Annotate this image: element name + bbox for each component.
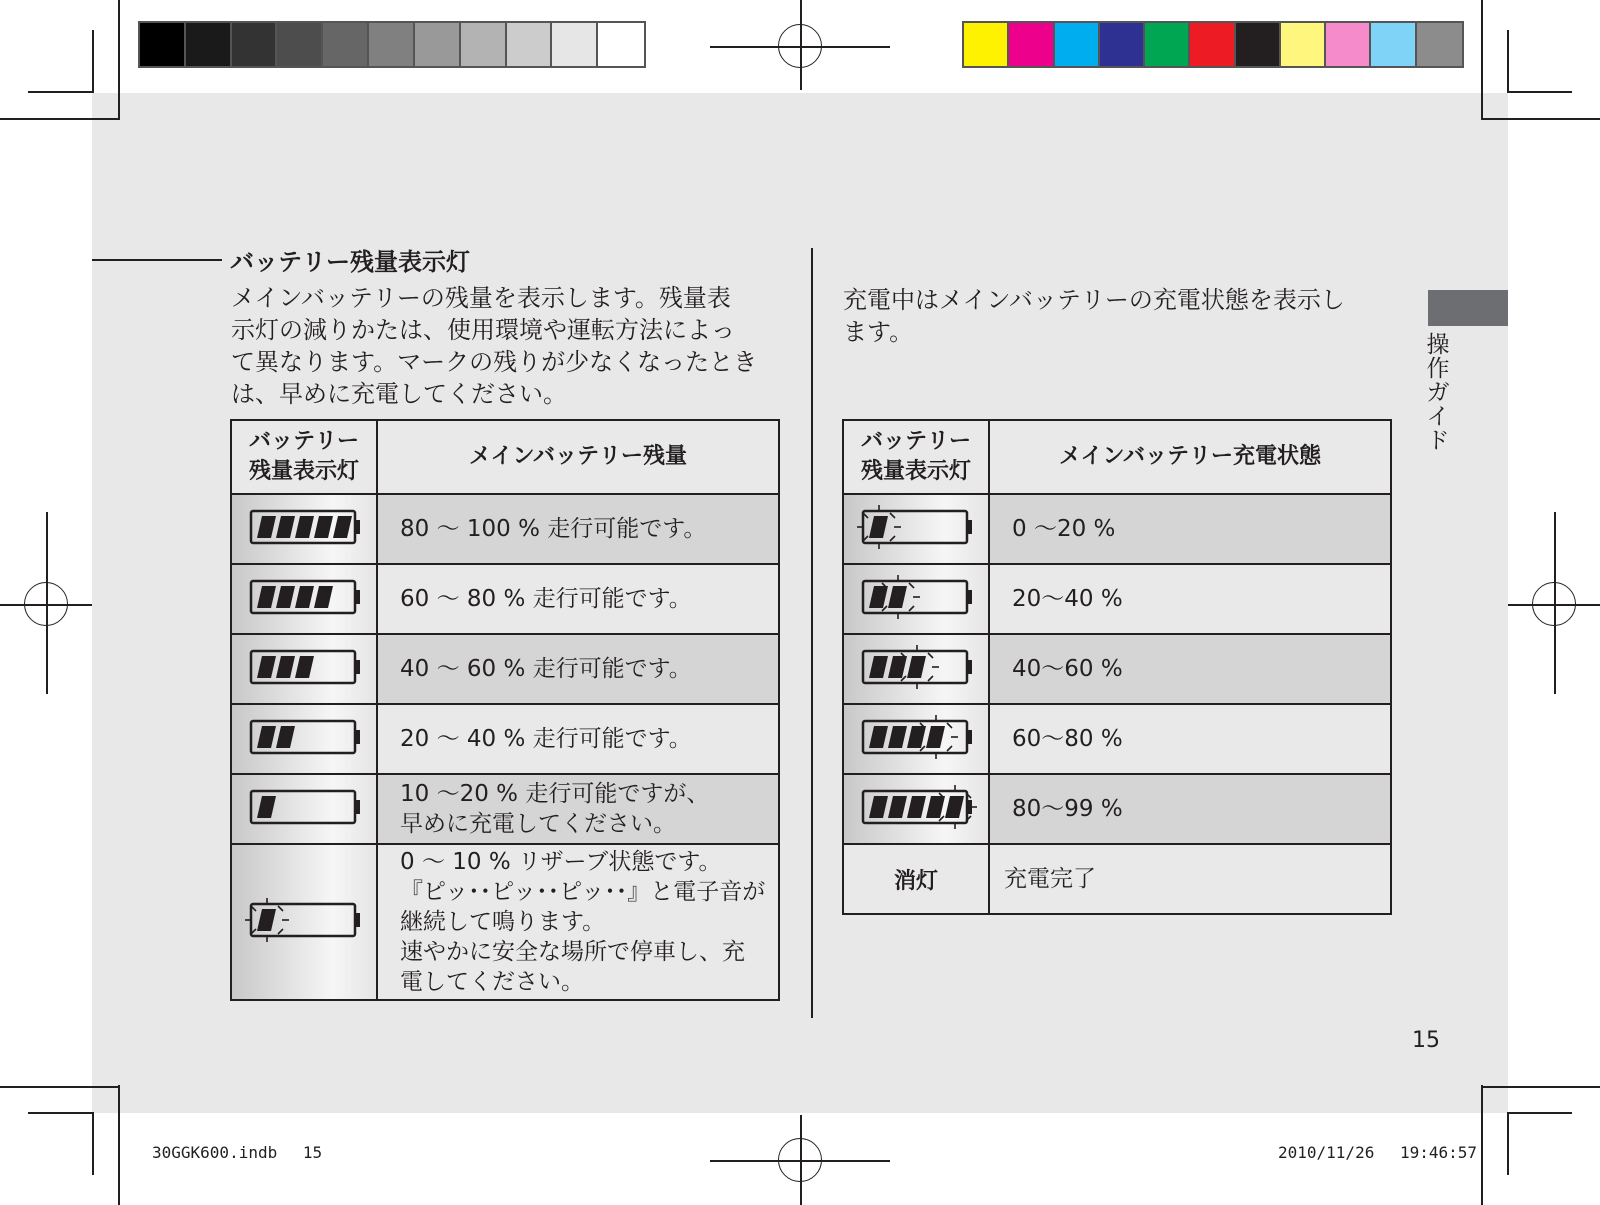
state-line: 電してください。 <box>400 969 584 995</box>
battery-segment <box>257 516 276 538</box>
section-tab <box>1428 290 1508 326</box>
battery-segment <box>945 796 964 818</box>
color-swatch <box>1190 23 1235 66</box>
indicator-cell <box>843 494 989 564</box>
state-cell: 0 ～20 % <box>989 494 1391 564</box>
process-color-bar <box>962 21 1464 68</box>
intro-paragraph: メインバッテリーの残量を表示します。残量表 示灯の減りかたは、使用環境や運転方法によっ て異なります。マークの残りが少なくなったとき は、早めに充電してください。 <box>231 284 758 408</box>
battery-segment <box>333 516 352 538</box>
state-cell <box>377 704 779 774</box>
state-line: 継続して鳴ります。 <box>400 909 606 935</box>
battery-segment <box>295 586 314 608</box>
table-row <box>843 704 1391 774</box>
battery-segment <box>869 516 888 538</box>
battery-segment <box>888 796 907 818</box>
color-swatch <box>323 23 369 66</box>
indicator-cell <box>231 494 377 564</box>
off-label: 消灯 <box>843 844 989 914</box>
battery-segment <box>907 796 926 818</box>
section-rule <box>92 259 222 261</box>
battery-segment <box>869 726 888 748</box>
table-row <box>843 564 1391 634</box>
table-row-off <box>843 844 1391 914</box>
state-cell: 40～60 % <box>989 634 1391 704</box>
state-cell <box>377 634 779 704</box>
table-row <box>843 494 1391 564</box>
color-swatch <box>369 23 415 66</box>
color-swatch <box>186 23 232 66</box>
slug-timestamp: 2010/11/26 19:46:57 <box>1278 1143 1478 1162</box>
state-line: 0 ～ 10 % リザーブ状態です。 <box>400 849 722 875</box>
table-row <box>843 774 1391 844</box>
color-swatch <box>598 23 644 66</box>
state-cell <box>377 774 779 844</box>
state-line: 10 ～20 % 走行可能ですが、 <box>400 781 710 807</box>
state-line: 20 ～ 40 % 走行可能です。 <box>400 726 692 752</box>
remaining-charge-table <box>230 419 780 1001</box>
charging-state-table <box>842 419 1392 915</box>
state-line: 早めに充電してください。 <box>400 811 676 837</box>
battery-segment <box>276 586 295 608</box>
indicator-cell <box>843 774 989 844</box>
state-cell: 60～80 % <box>989 704 1391 774</box>
battery-icon <box>855 713 977 761</box>
battery-icon <box>855 573 977 621</box>
indicator-cell <box>231 564 377 634</box>
color-swatch <box>415 23 461 66</box>
charging-intro-paragraph: 充電中はメインバッテリーの充電状態を表示し ます。 <box>843 286 1345 346</box>
battery-segment <box>295 516 314 538</box>
indicator-cell <box>843 634 989 704</box>
slug-filename: 30GGK600.indb 15 <box>152 1143 323 1162</box>
indicator-cell <box>231 774 377 844</box>
color-swatch <box>1055 23 1100 66</box>
table-row <box>231 704 779 774</box>
state-line: 40 ～ 60 % 走行可能です。 <box>400 656 692 682</box>
battery-segment <box>276 516 295 538</box>
battery-icon <box>243 896 365 944</box>
header-indicator: バッテリー 残量表示灯 <box>843 420 989 494</box>
page-number: 15 <box>1412 1028 1440 1053</box>
state-cell <box>377 564 779 634</box>
indicator-cell <box>843 704 989 774</box>
color-swatch <box>1417 23 1462 66</box>
color-swatch <box>1326 23 1371 66</box>
battery-segment <box>295 656 314 678</box>
indicator-cell <box>231 844 377 1000</box>
battery-icon <box>243 783 365 831</box>
color-swatch <box>1236 23 1281 66</box>
battery-icon <box>855 783 977 831</box>
table-row <box>231 634 779 704</box>
table-row <box>843 634 1391 704</box>
color-swatch <box>232 23 278 66</box>
state-cell <box>377 494 779 564</box>
state-line: 80 ～ 100 % 走行可能です。 <box>400 516 707 542</box>
battery-segment <box>257 726 276 748</box>
header-state: メインバッテリー充電状態 <box>989 420 1391 494</box>
table-row <box>231 564 779 634</box>
color-swatch <box>140 23 186 66</box>
battery-icon <box>243 503 365 551</box>
battery-segment <box>869 796 888 818</box>
color-swatch <box>552 23 598 66</box>
table-row <box>231 494 779 564</box>
battery-segment <box>888 586 907 608</box>
battery-segment <box>907 656 926 678</box>
table-row <box>231 774 779 844</box>
battery-segment <box>888 726 907 748</box>
indicator-cell <box>843 564 989 634</box>
state-line: 『ピッ･･ピッ･･ピッ･･』と電子音が <box>400 879 766 905</box>
gray-color-bar <box>138 21 646 68</box>
battery-icon <box>855 503 977 551</box>
state-line: 60 ～ 80 % 走行可能です。 <box>400 586 692 612</box>
indicator-cell <box>231 704 377 774</box>
battery-icon <box>855 643 977 691</box>
table-row <box>231 844 779 1000</box>
color-swatch <box>461 23 507 66</box>
off-text: 充電完了 <box>989 844 1391 914</box>
battery-segment <box>314 586 333 608</box>
battery-segment <box>257 586 276 608</box>
color-swatch <box>1100 23 1145 66</box>
state-cell: 80～99 % <box>989 774 1391 844</box>
indicator-cell <box>231 634 377 704</box>
header-indicator: バッテリー 残量表示灯 <box>231 420 377 494</box>
battery-segment <box>276 656 295 678</box>
column-divider <box>811 248 813 1018</box>
battery-segment <box>257 796 276 818</box>
battery-segment <box>869 656 888 678</box>
color-swatch <box>964 23 1009 66</box>
color-swatch <box>277 23 323 66</box>
state-cell: 20～40 % <box>989 564 1391 634</box>
header-state: メインバッテリー残量 <box>377 420 779 494</box>
color-swatch <box>1145 23 1190 66</box>
battery-icon <box>243 713 365 761</box>
section-title: バッテリー残量表示灯 <box>230 248 470 276</box>
color-swatch <box>1281 23 1326 66</box>
color-swatch <box>507 23 553 66</box>
section-tab-label: 操 作 ガ イ ド <box>1426 332 1450 454</box>
battery-segment <box>926 726 945 748</box>
color-swatch <box>1371 23 1416 66</box>
state-cell <box>377 844 779 1000</box>
state-line: 速やかに安全な場所で停車し、充 <box>400 939 745 965</box>
battery-segment <box>257 656 276 678</box>
battery-segment <box>314 516 333 538</box>
color-swatch <box>1009 23 1054 66</box>
battery-segment <box>257 909 276 931</box>
battery-icon <box>243 573 365 621</box>
battery-segment <box>276 726 295 748</box>
battery-icon <box>243 643 365 691</box>
